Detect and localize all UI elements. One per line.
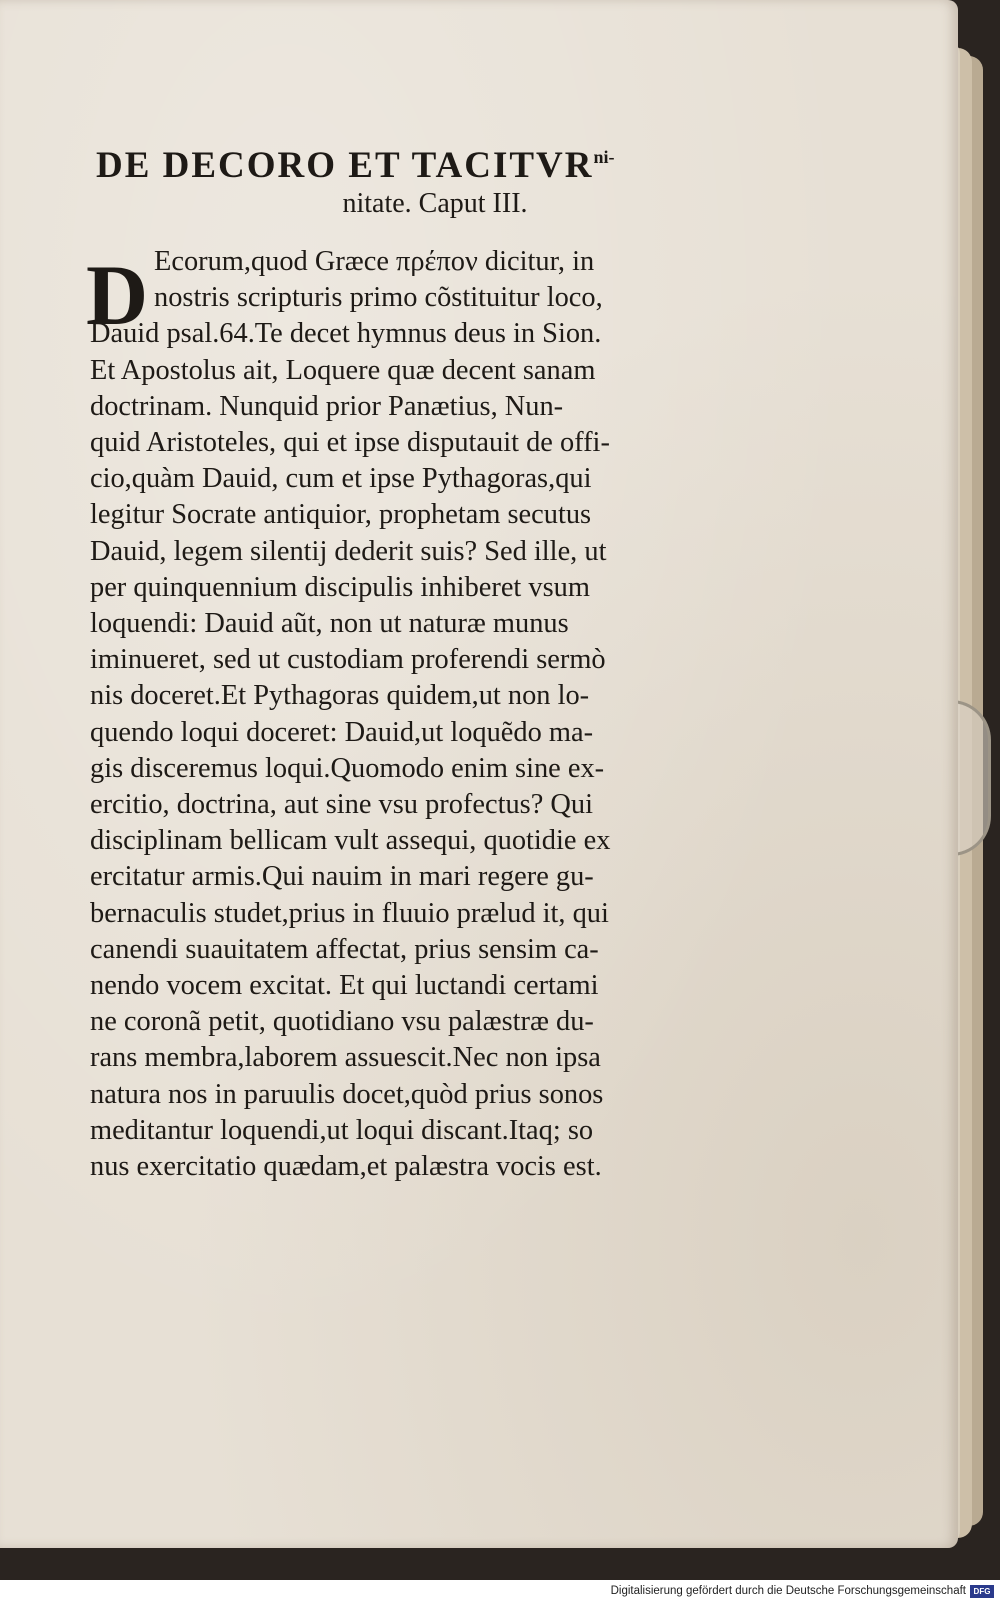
text-line: nendo vocem excitat. Et qui luctandi certami	[90, 970, 599, 1002]
text-line: nis doceret.Et Pythagoras quidem,ut non lo-	[90, 680, 590, 712]
text-line: per quinquennium discipulis inhiberet vsum	[90, 571, 590, 603]
text-line: legitur Socrate antiquior, prophetam secutus	[90, 499, 592, 531]
text-line: bernaculis studet,prius in fluuio prælud it, qui	[90, 897, 609, 929]
drop-cap-initial: D	[86, 247, 149, 343]
page-text-block	[86, 135, 740, 1185]
text-line: natura nos in paruulis docet,quòd prius sonos	[90, 1078, 604, 1110]
text-line: iminueret, sed ut custodiam proferendi sermò	[90, 644, 606, 676]
text-line: loquendi: Dauid aũt, non ut naturæ munus	[90, 608, 569, 640]
text-line: disciplinam bellicam vult assequi, quotidie ex	[90, 825, 611, 857]
text-line: cio,quàm Dauid, cum et ipse Pythagoras,qui	[90, 463, 592, 495]
digitization-footer	[0, 1580, 1000, 1604]
text-line: nostris scripturis primo cõstituitur loco,	[154, 282, 603, 314]
text-line: rans membra,laborem assuescit.Nec non ipsa	[90, 1042, 601, 1074]
chapter-heading-text: DE DECORO ET TACITVR	[96, 145, 594, 186]
chapter-subheading: nitate. Caput III.	[342, 188, 528, 219]
text-line: Dauid psal.64.Te decet hymnus deus in Sion.	[90, 318, 602, 350]
text-line: canendi suauitatem affectat, prius sensim ca-	[90, 933, 599, 965]
text-line: ercitatur armis.Qui nauim in mari regere gu-	[90, 861, 594, 893]
text-line: ne coronã petit, quotidiano vsu palæstræ du-	[90, 1006, 594, 1038]
text-line: nus exercitatio quædam,et palæstra vocis est.	[90, 1151, 602, 1183]
dfg-logo: DFG	[970, 1585, 994, 1598]
text-line: Et Apostolus ait, Loquere quæ decent sanam	[90, 354, 596, 386]
text-line: ercitio, doctrina, aut sine vsu profectus? Qui	[90, 789, 593, 821]
funding-credit: Digitalisierung gefördert durch die Deutsche Forschungsgemeinschaft	[610, 1585, 966, 1597]
text-line: Ecorum,quod Græce πρέπον dicitur, in	[154, 246, 595, 277]
body-text	[90, 244, 740, 1185]
text-line: meditantur loquendi,ut loqui discant.Itaq; so	[90, 1114, 594, 1146]
text-line: gis disceremus loqui.Quomodo enim sine ex-	[90, 752, 605, 784]
text-line: Dauid, legem silentij dederit suis? Sed ille, ut	[90, 535, 607, 567]
chapter-heading	[96, 135, 740, 188]
text-line: quid Aristoteles, qui et ipse disputauit de offi-	[90, 427, 610, 459]
text-line: doctrinam. Nunquid prior Panætius, Nun-	[90, 390, 564, 422]
text-line: quendo loqui doceret: Dauid,ut loquẽdo ma-	[90, 716, 594, 748]
chapter-heading-continuation: ni-	[593, 147, 615, 167]
